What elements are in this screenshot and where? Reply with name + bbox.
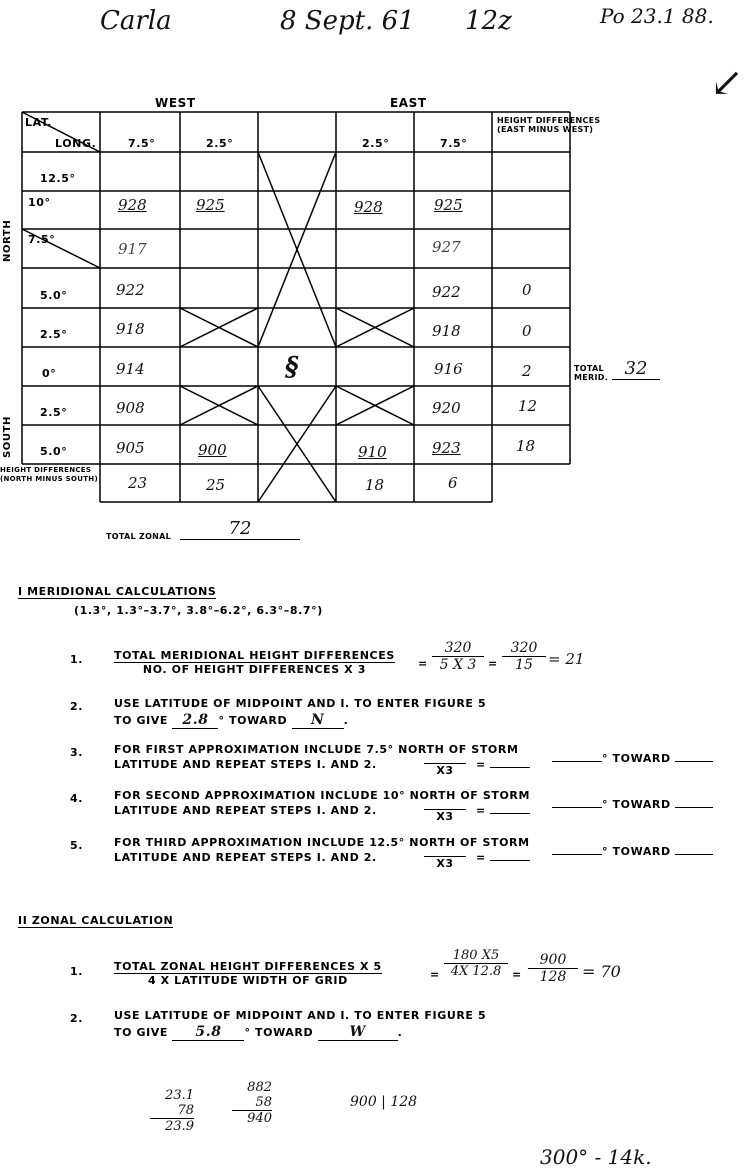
s1-step3-num: 3. [70,746,84,759]
s1-step3-frac: X3 [424,753,466,777]
s2-step1-fraction: TOTAL ZONAL HEIGHT DIFFERENCES X 5 4 X LATITUDE WIDTH OF GRID [114,960,382,987]
s2-step1-result: = 70 [582,962,621,981]
cell-25s-e75: 920 [432,399,461,417]
east-label: EAST [390,96,427,110]
s2-step1-frac2: $\frac{900}{128}$ [528,952,578,985]
equals-sign-4: = [512,968,522,981]
s2-step2-text-b: TO GIVE 5.8 ° TOWARD W . [114,1024,403,1040]
s1-step3-text-b: LATITUDE AND REPEAT STEPS I. AND 2. [114,758,377,771]
s1-step2-text-a: USE LATITUDE OF MIDPOINT AND I. TO ENTER FIGURE 5 [114,697,487,710]
time: 12z [465,6,512,36]
row-label-50n: 5.0° [40,289,68,302]
cell-50s-e25: 910 [358,443,387,461]
col-header-e75: 7.5° [440,137,468,150]
cell-75-e75: 927 [432,238,461,256]
bottom-e75: 6 [448,474,458,492]
s1-step4-num: 4. [70,792,84,805]
s1-step4-text-b: LATITUDE AND REPEAT STEPS I. AND 2. [114,804,377,817]
cell-50n-e75: 922 [432,283,461,301]
cell-10-e75: 925 [434,196,463,214]
s1-step3-toward: ° TOWARD [552,752,713,765]
col-header-w25: 2.5° [206,137,234,150]
row-label-50s: 5.0° [40,445,68,458]
section1-ranges: (1.3°, 1.3°–3.7°, 3.8°–6.2°, 6.3°–8.7°) [74,604,323,617]
cell-50s-diff: 18 [516,437,536,455]
row-label-0: 0° [42,367,57,380]
cell-0-w75: 914 [116,360,145,378]
row-label-25n: 2.5° [40,328,68,341]
cell-50s-w75: 905 [116,439,145,457]
cell-25n-w75: 918 [116,320,145,338]
s1-step5-frac: X3 [424,846,466,870]
cell-25n-e75: 918 [432,322,461,340]
equals-sign: = [418,657,428,670]
equals-sign-3: = [430,968,440,981]
lat-label: LAT. [25,116,53,129]
s1-step3-text-a: FOR FIRST APPROXIMATION INCLUDE 7.5° NORTH OF STORM [114,743,519,756]
s1-step4-eq: = [476,804,530,817]
col-header-e25: 2.5° [362,137,390,150]
s1-step3-eq: = [476,758,530,771]
total-merid-value: 32 [612,358,660,380]
cell-25s-diff: 12 [518,397,538,415]
s2-step2-num: 2. [70,1012,84,1025]
s1-step5-text-b: LATITUDE AND REPEAT STEPS I. AND 2. [114,851,377,864]
section1-title: I MERIDIONAL CALCULATIONS [18,585,217,598]
date: 8 Sept. 61 [280,6,415,36]
north-label: NORTH [2,219,13,262]
scratch-division: 900 | 128 [350,1094,418,1110]
s2-step1-frac1: $\frac{180 X5}{4X 12.8}$ [444,948,508,979]
long-label: LONG. [55,137,97,150]
row-label-125: 12.5° [40,172,76,185]
arrow-icon: ↙ [710,60,744,106]
s1-step5-num: 5. [70,839,84,852]
s2-step2-text-a: USE LATITUDE OF MIDPOINT AND I. TO ENTER FIGURE 5 [114,1009,487,1022]
col-header-w75: 7.5° [128,137,156,150]
storm-name: Carla [100,6,172,36]
s1-step5-eq: = [476,851,530,864]
total-zonal-value: 72 [180,518,300,540]
cell-50s-e75: 923 [432,439,461,457]
total-merid-label: TOTAL MERID. [574,364,609,382]
s1-step4-frac: X3 [424,799,466,823]
s1-step4-text-a: FOR SECOND APPROXIMATION INCLUDE 10° NORTH OF STORM [114,789,531,802]
cell-25n-diff: 0 [522,322,532,340]
south-label: SOUTH [2,415,13,458]
s1-step1-result: = 21 [548,650,585,668]
s1-step5-toward: ° TOWARD [552,845,713,858]
s1-step2-num: 2. [70,700,84,713]
position: Po 23.1 88. [600,4,714,28]
row-label-75: 7.5° [28,233,56,246]
height-diff-ew-header: HEIGHT DIFFERENCES (EAST MINUS WEST) [497,116,601,134]
cell-50s-w25: 900 [198,441,227,459]
cell-10-w75: 928 [118,196,147,214]
s1-step1-frac1: $\frac{320}{5 X 3}$ [432,640,484,673]
cell-50n-diff: 0 [522,281,532,299]
s1-step5-text-a: FOR THIRD APPROXIMATION INCLUDE 12.5° NORTH OF STORM [114,836,530,849]
cell-25s-w75: 908 [116,399,145,417]
s1-step1-frac2: $\frac{320}{15}$ [502,640,546,673]
scratch-calc2: 882 58 940 [232,1080,272,1126]
s1-step4-toward: ° TOWARD [552,798,713,811]
cell-10-e25: 928 [354,198,383,216]
total-zonal-label: TOTAL ZONAL [106,532,172,541]
bottom-w25: 25 [206,476,226,494]
scratch-calc1: 23.1 78 23.9 [150,1088,194,1134]
bottom-e25: 18 [365,476,385,494]
row-label-10: 10° [28,196,51,209]
s1-step2-text-b: TO GIVE 2.8 ° TOWARD N . [114,712,349,728]
height-diff-ns-header: HEIGHT DIFFERENCES (NORTH MINUS SOUTH) [0,466,98,483]
cell-0-diff: 2 [522,362,532,380]
cell-10-w25: 925 [196,196,225,214]
cell-75-w75: 917 [118,240,147,258]
row-label-25s: 2.5° [40,406,68,419]
s1-step1-num: 1. [70,653,84,666]
bottom-w75: 23 [128,474,148,492]
cell-50n-w75: 922 [116,281,145,299]
s2-step1-num: 1. [70,965,84,978]
west-label: WEST [155,96,196,110]
s1-step1-fraction: TOTAL MERIDIONAL HEIGHT DIFFERENCES NO. OF HEIGHT DIFFERENCES X 3 [114,649,395,676]
cell-0-e75: 916 [434,360,463,378]
storm-symbol-icon: § [285,352,299,382]
scratch-final: 300° - 14k. [540,1145,652,1169]
equals-sign-2: = [488,657,498,670]
section2-title: II ZONAL CALCULATION [18,914,174,927]
